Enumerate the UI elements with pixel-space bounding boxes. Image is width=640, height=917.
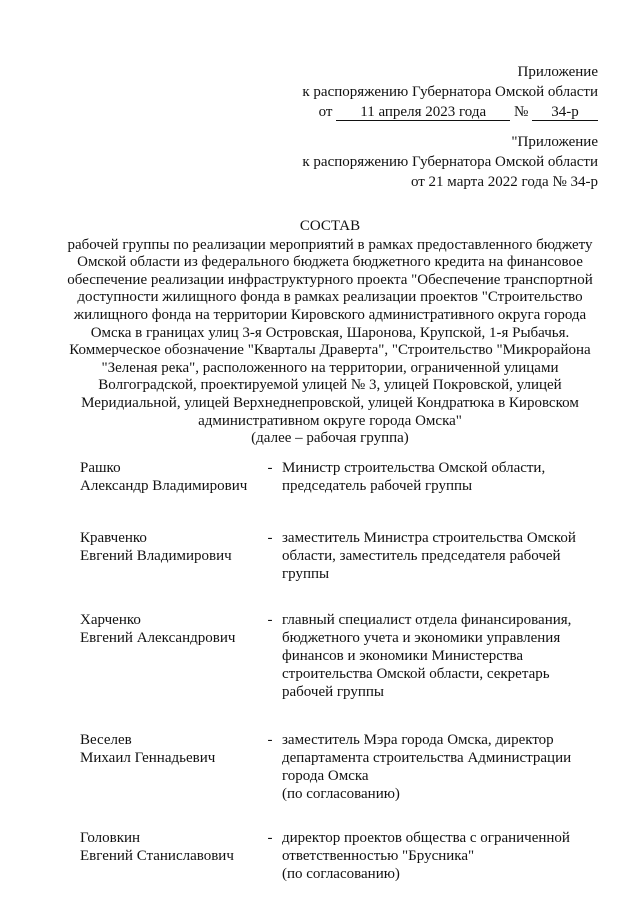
prev-appendix-order-line: к распоряжению Губернатора Омской области [302,154,598,170]
title-line: Меридиальной, улицей Верхнеднепровской, улицей Кондратюка в Кировском [81,394,579,411]
member-given-names: Евгений Александрович [80,630,236,646]
member-row [80,611,600,701]
member-given-names: Михаил Геннадьевич [80,750,216,766]
role-line: председатель рабочей группы [282,478,473,494]
title-line: доступности жилищного фонда в рамках реализации проектов "Строительство [77,289,583,306]
title-line: Волгоградской, проектируемой улицей № 3, улицей Покровской, улицей [98,377,562,394]
member-dash: - [267,612,273,628]
title-heading: СОСТАВ [299,218,361,234]
title-line: жилищного фонда на территории Кировского административного округа города [73,306,587,323]
member-role [282,529,600,583]
appendix-order-line: к распоряжению Губернатора Омской области [302,84,598,100]
role-line: города Омска [282,768,369,784]
role-line: департамента строительства Администрации [282,750,572,766]
role-line: области, заместитель председателя рабочей [282,548,561,564]
member-dash: - [267,830,273,846]
title-line: "Зеленая река", расположенного на территории, ограниченной улицами [101,359,559,376]
member-name [80,829,258,883]
title-line: Омска в границах улиц 3-я Островская, Шаронова, Крупской, 1-я Рыбачья. [90,324,570,341]
member-role [282,731,600,803]
member-name [80,611,258,701]
role-line: строительства Омской области, секретарь [282,666,550,682]
member-name [80,529,258,583]
role-line: ответственностью "Брусника" [282,848,475,864]
member-dash: - [267,460,273,476]
role-line: директор проектов общества с ограниченной [282,830,570,846]
member-given-names: Александр Владимирович [80,478,248,494]
title-line: административном округе города Омска" [198,412,462,429]
member-dash: - [267,732,273,748]
from-prefix: от [318,104,333,120]
role-line: главный специалист отдела финансирования, [282,612,572,628]
previous-appendix-header [302,132,598,192]
member-row [80,829,600,883]
member-surname: Рашко [80,460,121,476]
document-title [60,218,600,448]
order-date: 11 апреля 2023 года [336,104,510,121]
member-role [282,459,600,495]
member-surname: Веселев [80,732,132,748]
member-surname: Кравченко [80,530,147,546]
member-surname: Головкин [80,830,141,846]
member-role [282,829,600,883]
title-line: рабочей группы по реализации мероприятий в рамках предоставленного бюджету [67,236,593,253]
role-line: бюджетного учета и экономики управления [282,630,561,646]
members-list [80,459,600,917]
member-dash: - [267,530,273,546]
role-line: группы [282,566,330,582]
role-line: финансов и экономики Министерства [282,648,524,664]
role-line: заместитель Министра строительства Омской [282,530,576,546]
title-line: обеспечение реализации инфраструктурного проекта "Обеспечение транспортной [67,271,593,288]
role-line: рабочей группы [282,684,384,700]
member-row [80,731,600,803]
prev-appendix-date-line: от 21 марта 2022 года № 34-р [410,174,598,190]
member-surname: Харченко [80,612,141,628]
member-role [282,611,600,701]
role-line: Министр строительства Омской области, [282,460,546,476]
member-name [80,731,258,803]
title-line: (далее – рабочая группа) [251,430,409,447]
role-line: (по согласованию) [282,786,400,802]
order-number: 34-р [532,104,598,121]
appendix-label: Приложение [517,64,598,80]
role-line: (по согласованию) [282,866,400,882]
member-row [80,529,600,583]
member-row [80,459,600,495]
number-sign: № [513,104,529,120]
appendix-date-line [302,102,598,122]
appendix-header [302,62,598,122]
prev-appendix-label: "Приложение [511,134,598,150]
member-name [80,459,258,495]
title-line: Омской области из федерального бюджета бюджетного кредита на финансовое [77,254,583,271]
member-given-names: Евгений Владимирович [80,548,232,564]
member-given-names: Евгений Станиславович [80,848,234,864]
title-line: Коммерческое обозначение "Кварталы Драверта", "Строительство "Микрорайона [69,342,591,359]
role-line: заместитель Мэра города Омска, директор [282,732,554,748]
